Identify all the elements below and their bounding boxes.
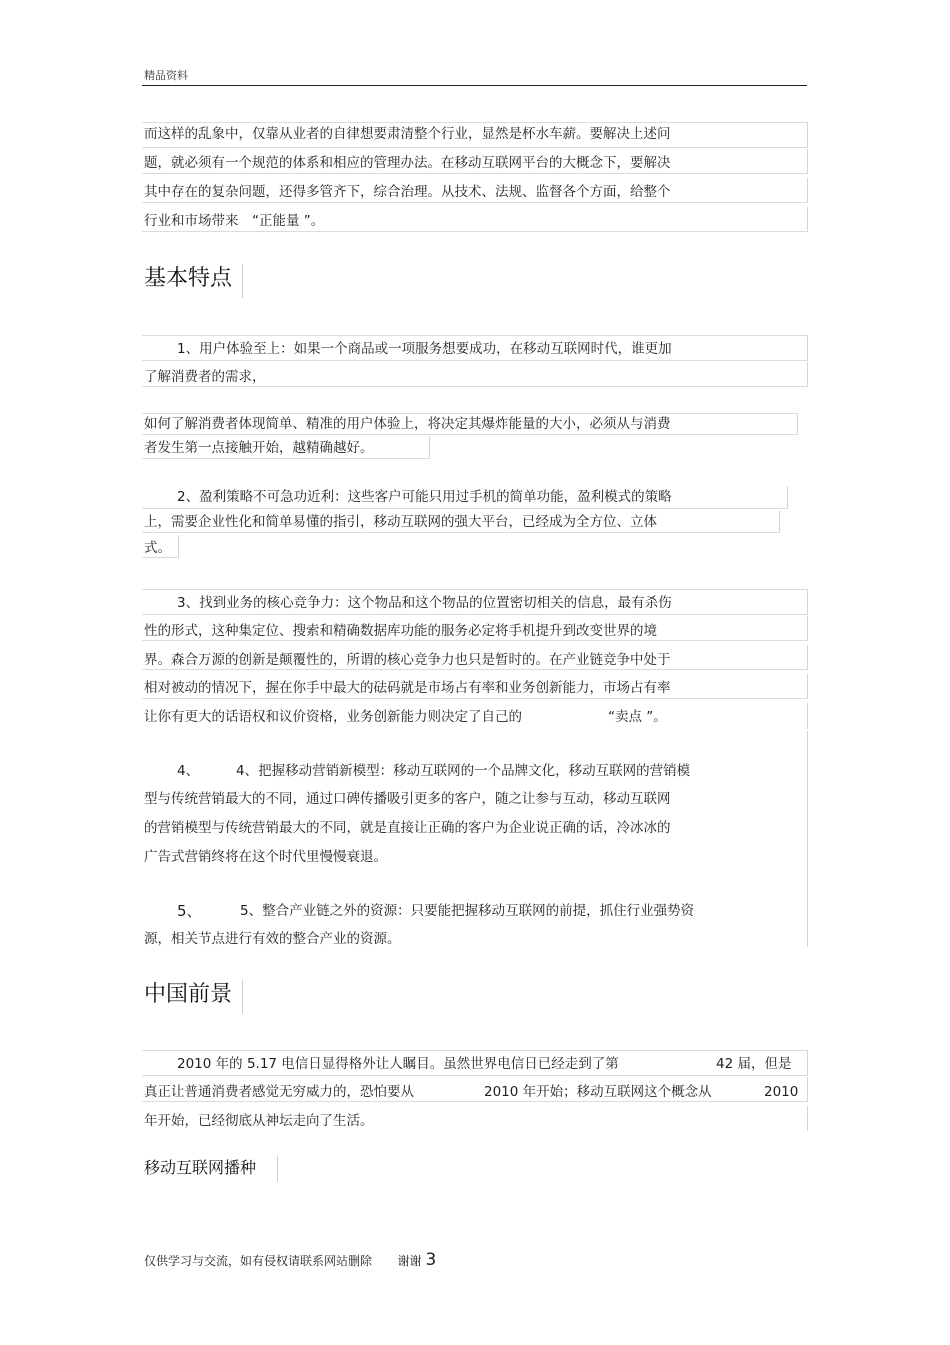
paragraph-line: 行业和市场带来 “正能量 ”。 [144, 213, 325, 229]
footer-disclaimer: 仅供学习与交流，如有侵权请联系网站删除 [144, 1254, 373, 1268]
paragraph-line: 2010 [764, 1084, 799, 1100]
paragraph-line: 相对被动的情况下，握在你手中最大的砝码就是市场占有率和业务创新能力，市场占有率 [144, 680, 671, 696]
section-heading-china-outlook: 中国前景 [144, 982, 233, 1007]
paragraph-line: 42 届，但是 [716, 1056, 792, 1072]
paragraph-line: 者发生第一点接触开始，越精确越好。 [144, 440, 374, 456]
section-heading-basic-features: 基本特点 [144, 266, 233, 291]
paragraph-line: 4、把握移动营销新模型：移动互联网的一个品牌文化，移动互联网的营销模 [236, 763, 691, 779]
paragraph-line: 题，就必须有一个规范的体系和相应的管理办法。在移动互联网平台的大概念下，要解决 [144, 155, 671, 171]
paragraph-line: 5、整合产业链之外的资源：只要能把握移动互联网的前提，抓住行业强势资 [240, 903, 695, 919]
paragraph-line: 广告式营销终将在这个时代里慢慢衰退。 [144, 849, 387, 865]
footer-thanks: 谢谢 [397, 1254, 422, 1268]
paragraph-line: 界。森合万源的创新是颠覆性的，所谓的核心竞争力也只是暂时的。在产业链竞争中处于 [144, 652, 671, 668]
paragraph-line: 源，相关节点进行有效的整合产业的资源。 [144, 931, 401, 947]
paragraph-line: 如何了解消费者体现简单、精准的用户体验上，将决定其爆炸能量的大小，必须从与消费 [144, 416, 671, 432]
paragraph-line: 1、用户体验至上：如果一个商品或一项服务想要成功，在移动互联网时代，谁更加 [177, 341, 672, 357]
paragraph-line: 2010 年开始；移动互联网这个概念从 [484, 1084, 712, 1100]
list-number: 4、 [177, 763, 200, 779]
paragraph-line: 2010 年的 5.17 电信日显得格外让人瞩目。虽然世界电信日已经走到了第 [177, 1056, 619, 1072]
paragraph-line: 让你有更大的话语权和议价资格，业务创新能力则决定了自己的 [144, 709, 522, 725]
paragraph-line: 式。 [144, 540, 171, 556]
paragraph-line: 上，需要企业性化和简单易懂的指引，移动互联网的强大平台，已经成为全方位、立体 [144, 514, 657, 530]
paragraph-line: 性的形式，这种集定位、搜索和精确数据库功能的服务必定将手机提升到改变世界的境 [144, 623, 657, 639]
footer [144, 1250, 436, 1270]
paragraph-line: 真正让普通消费者感觉无穷威力的，恐怕要从 [144, 1084, 414, 1100]
header-rule [142, 85, 807, 86]
paragraph-line: 其中存在的复杂问题，还得多管齐下，综合治理。从技术、法规、监督各个方面，给整个 [144, 184, 671, 200]
paragraph-line: 了解消费者的需求， [144, 369, 266, 385]
paragraph-line: 的营销模型与传统营销最大的不同，就是直接让正确的客户为企业说正确的话，冷冰冰的 [144, 820, 671, 836]
paragraph-line: 2、盈利策略不可急功近利：这些客户可能只用过手机的简单功能，盈利模式的策略 [177, 489, 672, 505]
list-number: 5、 [177, 902, 202, 920]
quoted-term: “卖点 ”。 [608, 709, 667, 725]
paragraph-line: 型与传统营销最大的不同，通过口碑传播吸引更多的客户，随之让参与互动，移动互联网 [144, 791, 671, 807]
paragraph-line: 年开始，已经彻底从神坛走向了生活。 [144, 1113, 374, 1129]
page-number: 3 [425, 1250, 437, 1270]
paragraph-line: 3、找到业务的核心竞争力：这个物品和这个物品的位置密切相关的信息，最有杀伤 [177, 595, 672, 611]
section-heading-mobile-internet-seeding: 移动互联网播种 [144, 1158, 257, 1177]
header-label: 精品资料 [144, 69, 188, 82]
paragraph-line: 而这样的乱象中，仅靠从业者的自律想要肃清整个行业，显然是杯水车薪。要解决上述问 [144, 126, 671, 142]
